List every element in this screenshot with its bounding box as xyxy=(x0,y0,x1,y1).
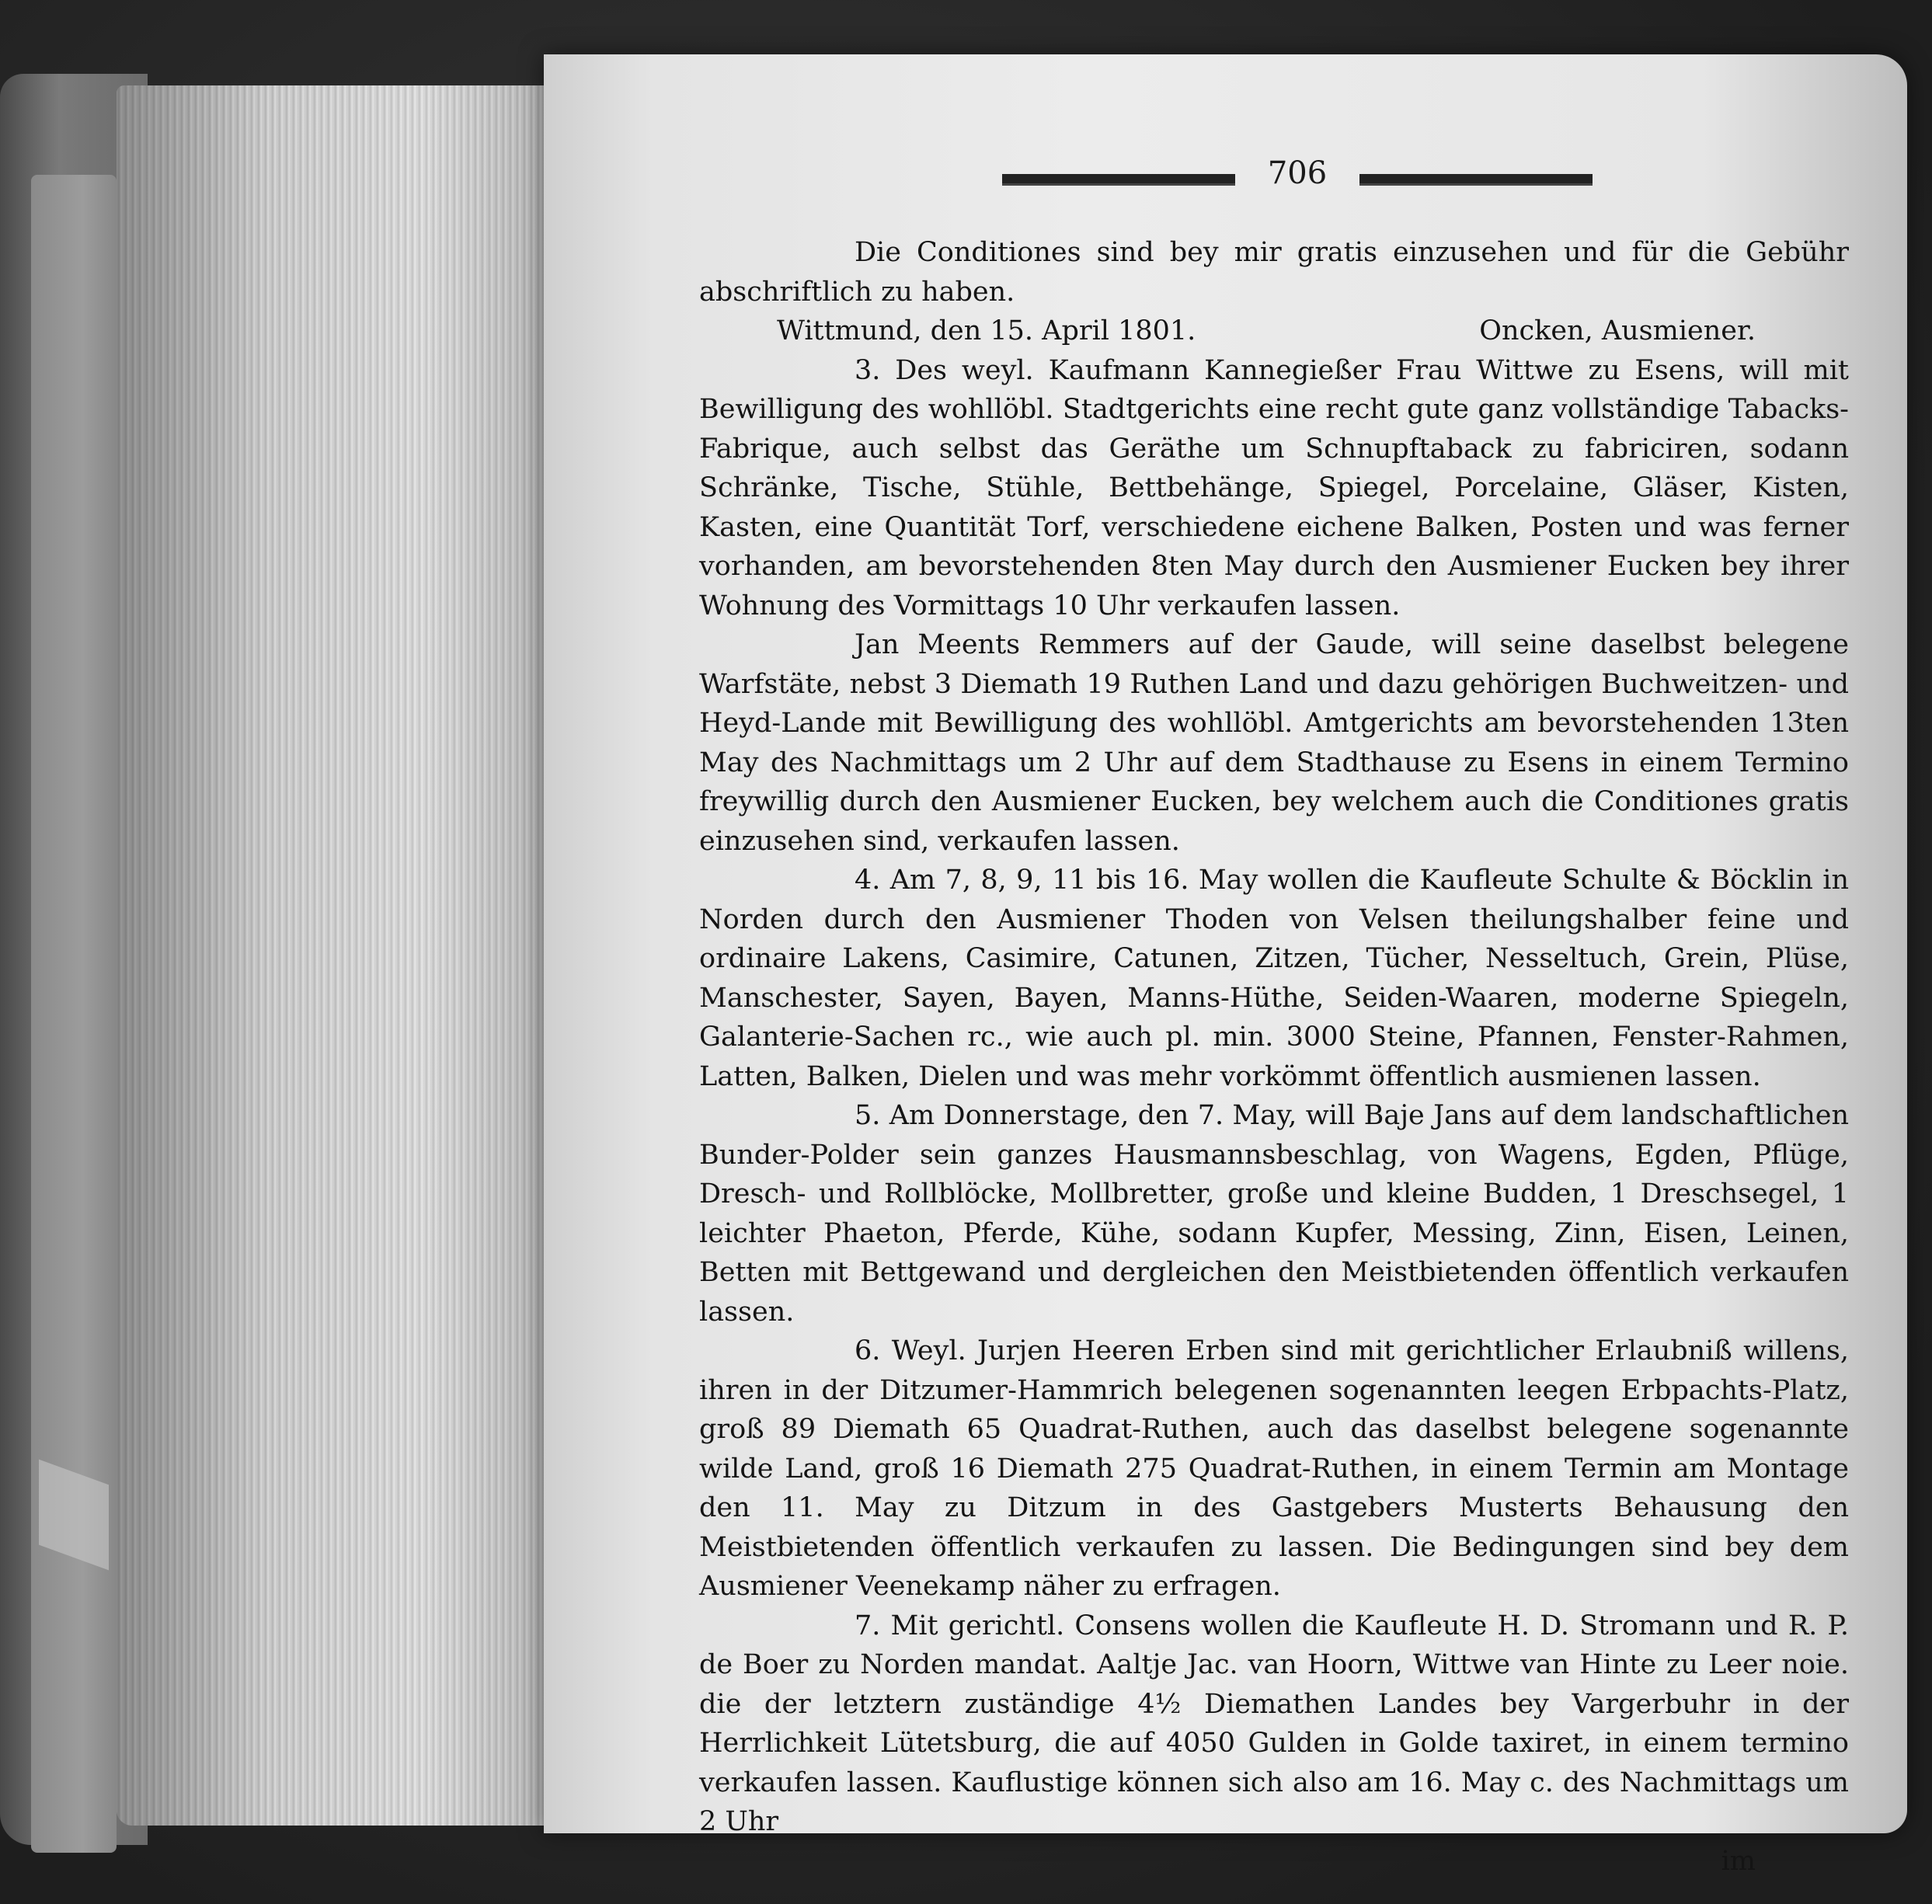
page-header xyxy=(1002,155,1593,202)
notice-7: 7. Mit gerichtl. Consens wollen die Kaufleute H. D. Stromann und R. P. de Boer zu Norden mandat. Aaltje Jac. van Hoorn, Wittwe van Hinte zu Leer noie. die der letztern zuständige 4½ Diemathen Landes bey Vargerbuhr in der Herrlichkeit Lütetsburg, die auf 4050 Gulden in Golde taxiret, in einem termino verkaufen lassen. Kauflustige können sich also am 16. May c. des Nachmittags um 2 Uhr xyxy=(699,1610,1849,1837)
header-rule-left xyxy=(1002,174,1235,186)
notice-4: 4. Am 7, 8, 9, 11 bis 16. May wollen die Kaufleute Schulte & Böcklin in Norden durch den Ausmiener Thoden von Velsen theilungshalber feine und ordinaire Lakens, Casimire, Catunen, Zitzen, Tücher, Nesseltuch, Grein, Plüse, Manschester, Sayen, Bayen, Manns-Hüthe, Seiden-Waaren, moderne Spiegeln, Galanterie-Sachen rc., wie auch pl. min. 3000 Steine, Pfannen, Fenster-Rahmen, Latten, Balken, Dielen und was mehr vorkömmt öffentlich ausmienen lassen. xyxy=(699,865,1849,1092)
notice-6: 6. Weyl. Jurjen Heeren Erben sind mit gerichtlicher Erlaubniß willens, ihren in der Ditzumer-Hammrich belegenen sogenannten leegen Erbpachts-Platz, groß 89 Diemath 65 Quadrat-Ruthen, auch das daselbst belegene sogenannte wilde Land, groß 16 Diemath 275 Quadrat-Ruthen, in einem Termin am Montage den 11. May zu Ditzum in des Gastgebers Musterts Behausung den Meistbietenden öffentlich verkaufen zu lassen. Die Bedingungen sind bey dem Ausmiener Veenekamp näher zu erfragen. xyxy=(699,1335,1849,1602)
catchword: im xyxy=(1721,1845,1756,1877)
book-spine-panel xyxy=(31,175,117,1853)
header-rule-right xyxy=(1359,174,1593,186)
notice-3: 3. Des weyl. Kaufmann Kannegießer Frau Wittwe zu Esens, will mit Bewilligung des wohllöbl. Stadtgerichts eine recht gute ganz vollständige Tabacks-Fabrique, auch selbst das Geräthe um Schnupftaback zu fabriciren, sodann Schränke, Tische, Stühle, Bettbehänge, Spiegel, Porcelaine, Gläser, Kisten, Kasten, eine Quantität Torf, verschiedene eichene Balken, Posten und was ferner vorhanden, am bevorstehenden 8ten May durch den Ausmiener Eucken bey ihrer Wohnung des Vormittags 10 Uhr verkaufen lassen. xyxy=(699,354,1849,621)
page-body xyxy=(699,233,1849,1881)
page-number: 706 xyxy=(1267,155,1328,191)
dateline-place: Wittmund, den 15. April 1801. xyxy=(777,315,1196,346)
dateline-signature: Oncken, Ausmiener. xyxy=(1479,315,1756,346)
dateline xyxy=(699,312,1849,351)
page-edges-shadow xyxy=(117,85,552,1826)
notice-3-second: Jan Meents Remmers auf der Gaude, will seine daselbst belegene Warfstäte, nebst 3 Diemath 19 Ruthen Land und dazu gehörigen Buchweitzen- und Heyd-Lande mit Bewilligung des wohllöbl. Amtgerichts am bevorstehenden 13ten May des Nachmittags um 2 Uhr auf dem Stadthause zu Esens in einem Termino freywillig durch den Ausmiener Eucken, bey welchem auch die Conditiones gratis einzusehen sind, verkaufen lassen. xyxy=(699,629,1849,857)
notice-intro: Die Conditiones sind bey mir gratis einzusehen und für die Gebühr abschriftlich zu haben. xyxy=(699,237,1849,308)
notice-5: 5. Am Donnerstage, den 7. May, will Baje Jans auf dem landschaftlichen Bunder-Polder sein ganzes Hausmannsbeschlag, von Wagens, Egden, Pflüge, Dresch- und Rollblöcke, Mollbretter, große und kleine Budden, 1 Dreschsegel, 1 leichter Phaeton, Pferde, Kühe, sodann Kupfer, Messing, Zinn, Eisen, Leinen, Betten mit Bettgewand und dergleichen den Meistbietenden öffentlich verkaufen lassen. xyxy=(699,1100,1849,1328)
